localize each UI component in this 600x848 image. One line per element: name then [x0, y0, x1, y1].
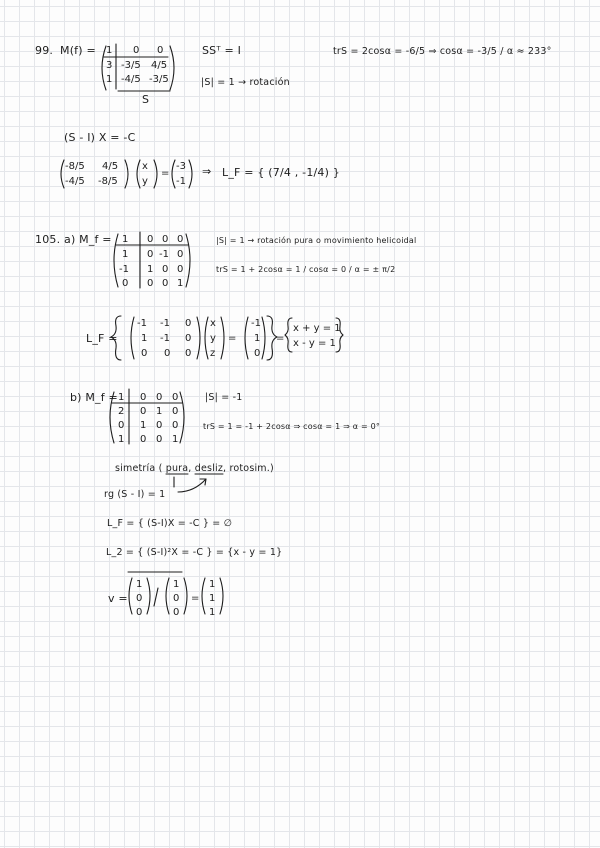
matrix-cell: 1: [122, 249, 129, 260]
system-var: x: [142, 161, 148, 172]
right-paren: [154, 160, 157, 188]
vector-cell: 1: [136, 579, 143, 590]
part-b-label: b) M_f =: [70, 391, 118, 404]
vector-label: v =: [108, 592, 128, 605]
left-paren: [114, 234, 118, 287]
right-paren: [170, 46, 174, 90]
matrix-cell: 0: [162, 278, 169, 289]
pointer-arrow: [178, 479, 206, 492]
system-var: y: [210, 333, 216, 344]
matrix-cell: 0: [122, 278, 129, 289]
right-paren: [147, 578, 150, 614]
problem-number: 99.: [35, 44, 54, 57]
determinant-note: |S| = 1 → rotación: [201, 77, 290, 88]
system-equation: x + y = 1: [293, 323, 341, 334]
equals-sign: =: [228, 333, 237, 344]
matrix-cell: 0: [177, 249, 184, 260]
matrix-cell: -3/5: [149, 74, 169, 85]
matrix-cell: 0: [147, 234, 154, 245]
system-cell: -4/5: [65, 176, 85, 187]
matrix-label: M(f) =: [60, 44, 96, 57]
matrix-cell: 4/5: [151, 60, 168, 71]
vector-cell: 0: [136, 607, 143, 618]
system-cell: -1: [160, 318, 170, 329]
left-paren: [172, 160, 175, 188]
implies-arrow: ⇒: [202, 165, 212, 178]
matrix-cell: 0: [172, 392, 179, 403]
right-paren: [189, 160, 192, 188]
left-paren: [61, 160, 64, 188]
matrix-cell: 1: [122, 234, 129, 245]
equals-sign: =: [276, 333, 285, 344]
determinant-note: |S| = -1: [205, 392, 243, 403]
system-rhs: -1: [176, 176, 186, 187]
part-a-label: a) M_f =: [64, 233, 112, 246]
matrix-cell: 1: [156, 406, 163, 417]
trace-note: trS = 1 = -1 + 2cosα ⇒ cosα = 1 ⇒ α = 0°: [203, 422, 381, 431]
matrix-cell: -4/5: [121, 74, 141, 85]
system-rhs: -3: [176, 161, 186, 172]
matrix-cell: 1: [106, 74, 113, 85]
matrix-cell: -1: [159, 249, 169, 260]
orthogonality-note: SSᵀ = I: [202, 44, 242, 57]
matrix-cell: 2: [118, 406, 125, 417]
parallel-mark: [154, 588, 158, 606]
matrix-cell: 1: [147, 264, 154, 275]
matrix-cell: 0: [147, 278, 154, 289]
system-cell: 0: [185, 348, 192, 359]
matrix-cell: 1: [172, 434, 179, 445]
vector-cell: 0: [136, 593, 143, 604]
invariant-set: L_2 = { (S-I)²X = -C } = {x - y = 1}: [106, 547, 283, 558]
matrix-cell: 0: [177, 264, 184, 275]
matrix-cell: 0: [156, 434, 163, 445]
arrowhead: [200, 479, 206, 485]
system-rhs: 0: [254, 348, 261, 359]
left-paren: [205, 317, 208, 359]
system-cell: 4/5: [102, 161, 119, 172]
system-cell: 1: [141, 333, 148, 344]
system-rhs: 1: [254, 333, 261, 344]
vector-cell: 1: [209, 607, 216, 618]
left-paren: [245, 317, 248, 359]
matrix-cell: 0: [147, 249, 154, 260]
matrix-cell: -3/5: [121, 60, 141, 71]
problem-number: 105.: [35, 233, 61, 246]
fixed-set-result: L_F = { (7/4 , -1/4) }: [222, 166, 341, 179]
right-paren: [184, 578, 187, 614]
trace-note: trS = 2cosα = -6/5 ⇒ cosα = -3/5 / α ≈ 233°: [333, 46, 552, 57]
matrix-cell: 1: [118, 392, 125, 403]
vector-cell: 1: [209, 593, 216, 604]
symmetry-classification: simetría ( pura, desliz, rotosim.): [115, 463, 274, 474]
system-cell: 0: [141, 348, 148, 359]
matrix-cell: 0: [172, 420, 179, 431]
matrix-cell: 1: [177, 278, 184, 289]
system-cell: 0: [164, 348, 171, 359]
left-paren: [137, 160, 140, 188]
right-paren: [180, 392, 184, 443]
right-paren: [221, 317, 224, 359]
matrix-cell: 0: [162, 234, 169, 245]
right-paren: [262, 317, 265, 359]
system-cell: -1: [160, 333, 170, 344]
left-paren: [166, 578, 169, 614]
matrix-cell: 0: [140, 392, 147, 403]
system-var: x: [210, 318, 216, 329]
system-rhs: -1: [251, 318, 261, 329]
vector-cell: 0: [173, 593, 180, 604]
matrix-cell: 0: [118, 420, 125, 431]
matrix-cell: 1: [118, 434, 125, 445]
determinant-note: |S| = 1 → rotación pura o movimiento helicoidal: [216, 236, 417, 245]
rank-line: rg (S - I) = 1: [104, 489, 166, 500]
matrix-cell: 0: [157, 45, 164, 56]
right-paren: [125, 160, 128, 188]
matrix-cell: 0: [156, 392, 163, 403]
system-var: y: [142, 176, 148, 187]
equals-sign: =: [191, 593, 200, 604]
matrix-cell: 0: [156, 420, 163, 431]
vector-cell: 0: [173, 607, 180, 618]
trace-note: trS = 1 + 2cosα = 1 / cosα = 0 / α = ± π/2: [216, 265, 396, 274]
matrix-cell: 0: [162, 264, 169, 275]
vector-cell: 1: [173, 579, 180, 590]
matrix-cell: 1: [106, 45, 113, 56]
matrix-cell: 3: [106, 60, 113, 71]
matrix-subscript: S: [142, 93, 150, 106]
matrix-cell: 0: [177, 234, 184, 245]
matrix-cell: 0: [133, 45, 140, 56]
left-paren: [131, 317, 134, 359]
system-cell: 0: [185, 333, 192, 344]
matrix-cell: -1: [119, 264, 129, 275]
left-paren: [129, 578, 132, 614]
matrix-cell: 0: [140, 434, 147, 445]
system-cell: 0: [185, 318, 192, 329]
right-paren: [197, 317, 200, 359]
matrix-cell: 1: [140, 420, 147, 431]
system-brace: [285, 318, 292, 352]
right-paren: [220, 578, 223, 614]
equals-sign: =: [161, 168, 170, 179]
matrix-cell: 0: [172, 406, 179, 417]
system-cell: -1: [137, 318, 147, 329]
system-var: z: [210, 348, 216, 359]
system-cell: -8/5: [65, 161, 85, 172]
right-paren: [186, 234, 190, 287]
system-cell: -8/5: [98, 176, 118, 187]
matrix-cell: 0: [140, 406, 147, 417]
left-paren: [202, 578, 205, 614]
fixed-set-label: L_F =: [86, 332, 118, 345]
vector-cell: 1: [209, 579, 216, 590]
fixed-point-equation: (S - I) X = -C: [64, 131, 136, 144]
system-equation: x - y = 1: [293, 338, 336, 349]
empty-fixed-set: L_F = { (S-I)X = -C } = ∅: [107, 518, 233, 529]
